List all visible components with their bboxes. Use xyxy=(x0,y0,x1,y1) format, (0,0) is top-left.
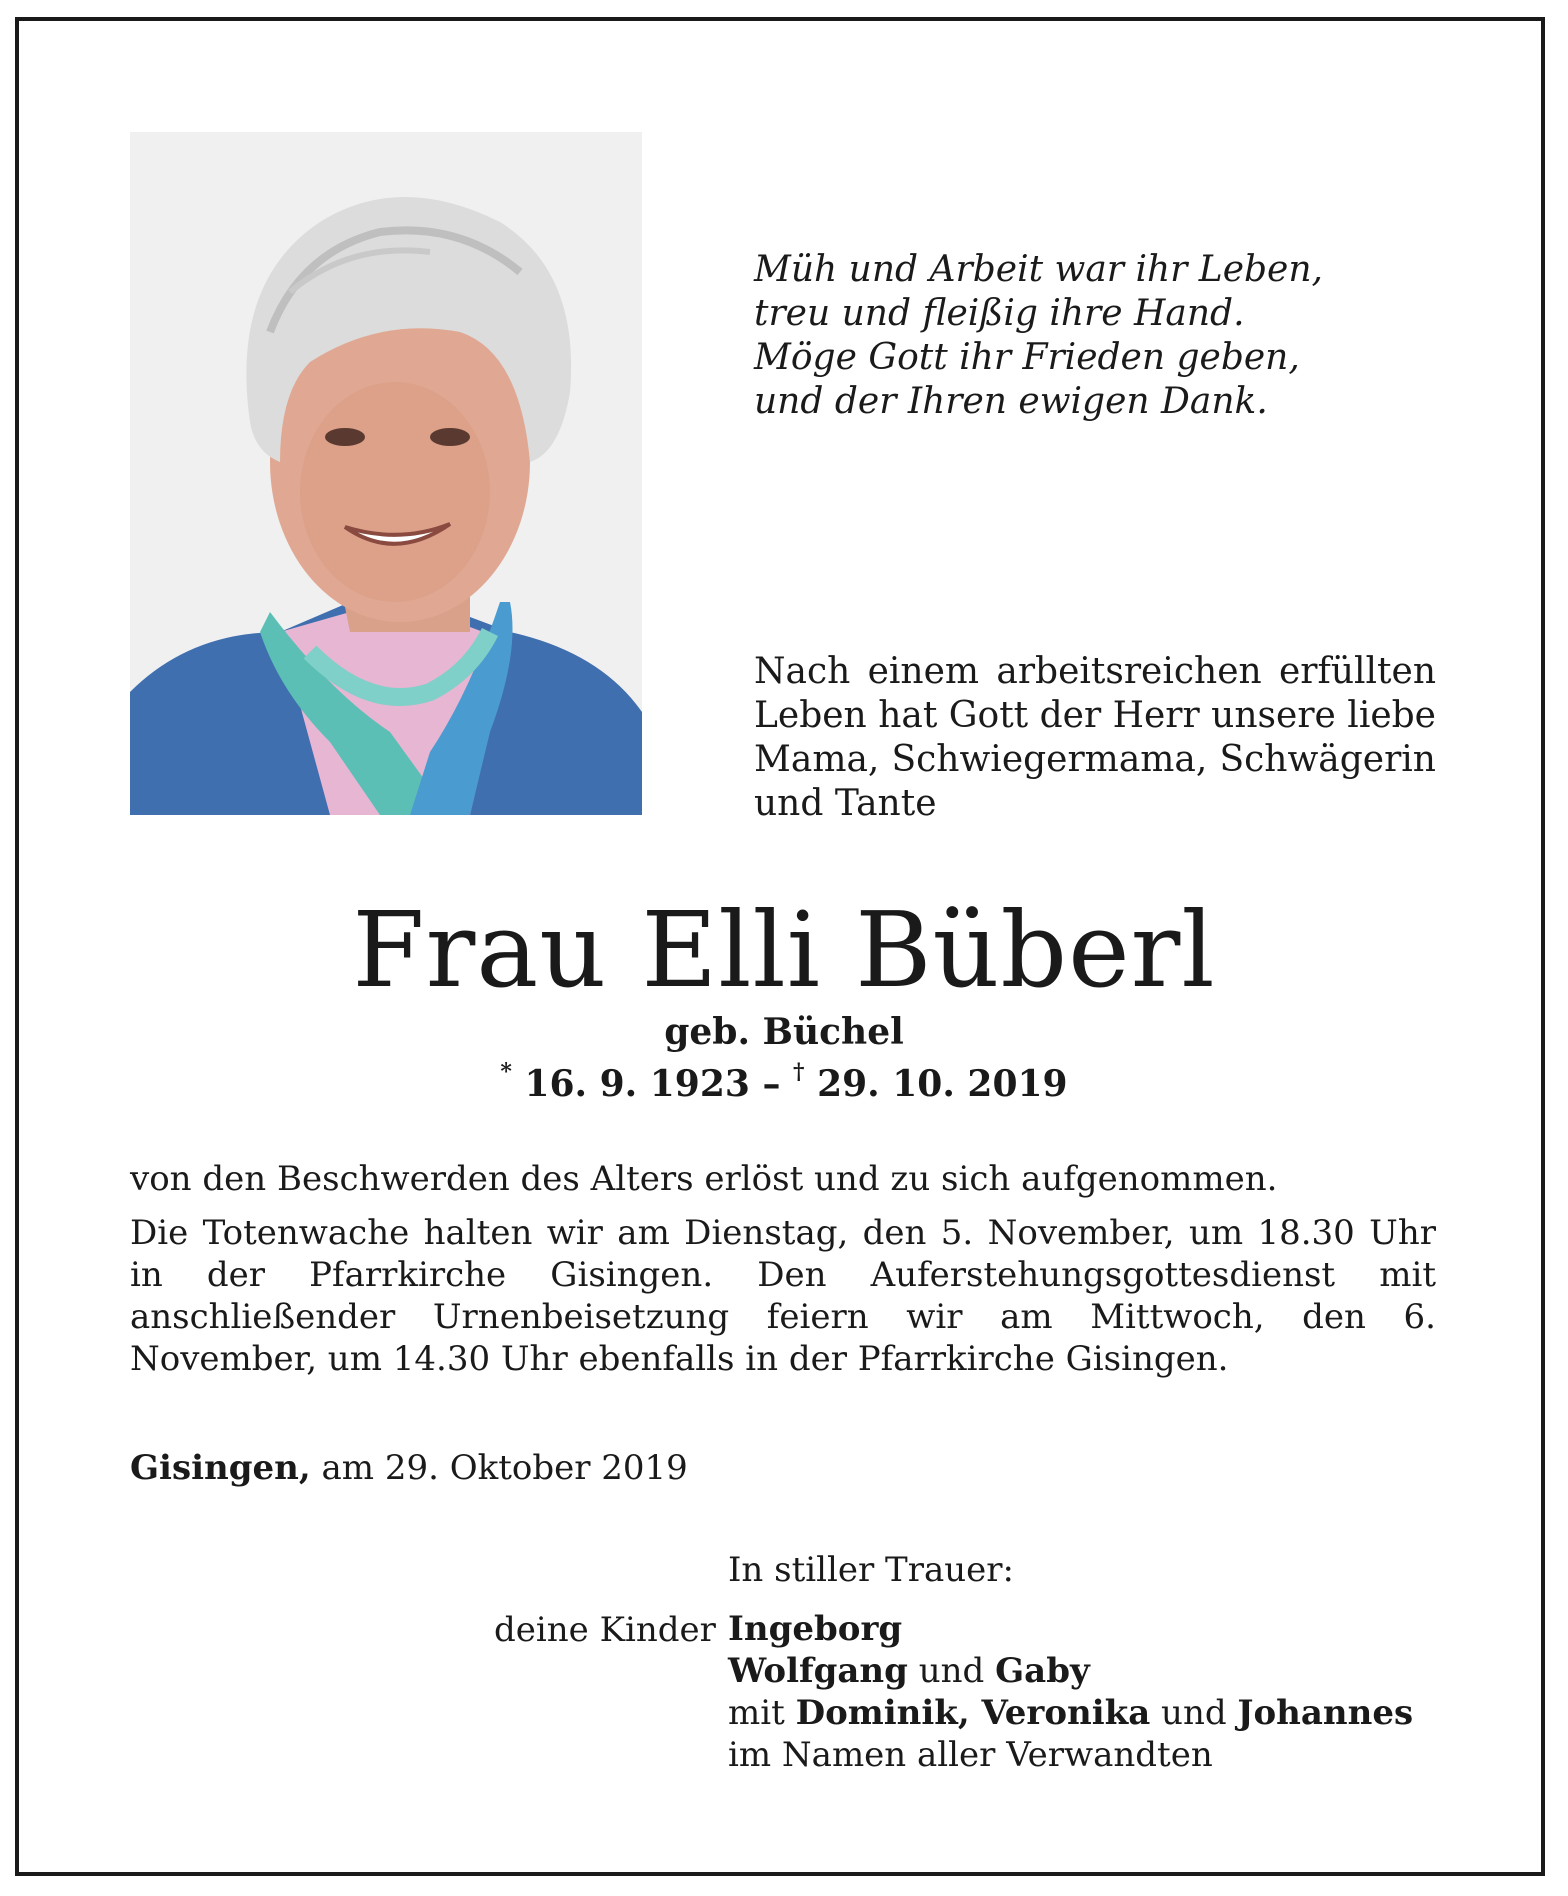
birth-symbol: * xyxy=(500,1059,512,1085)
verse-line: Müh und Arbeit war ihr Leben, xyxy=(754,249,1323,290)
life-dates xyxy=(0,1054,1568,1106)
place-town: Gisingen, xyxy=(130,1448,311,1488)
birth-name: geb. Büchel xyxy=(664,1011,904,1053)
mourner-name: Johannes xyxy=(1237,1693,1414,1733)
mourner-prefix: mit xyxy=(728,1693,785,1733)
mourner-name: Wolfgang xyxy=(728,1651,908,1691)
funeral-details: Die Totenwache halten wir am Dienstag, den 5. November, um 18.30 Uhr in der Pfarrkirche Gisingen. Den Auferstehungsgottesdienst mit anschließender Urnenbeisetzung feiern wir am Mittwoch, den 6. November, um 14.30 Uhr ebenfalls in der Pfarrkirche Gisingen. xyxy=(130,1213,1436,1379)
mourners-label: deine Kinder xyxy=(494,1610,716,1650)
mourner-names: Dominik, Veronika xyxy=(795,1693,1151,1733)
verse xyxy=(754,248,1323,424)
place-date xyxy=(130,1446,688,1490)
verse-line: Möge Gott ihr Frieden geben, xyxy=(754,337,1300,378)
portrait-photo xyxy=(130,132,642,815)
date-separator: – xyxy=(762,1063,781,1105)
place-date-text: am 29. Oktober 2019 xyxy=(321,1448,688,1488)
death-date: 29. 10. 2019 xyxy=(817,1063,1068,1105)
mourner-line: im Namen aller Verwandten xyxy=(728,1735,1213,1775)
mourners-heading: In stiller Trauer: xyxy=(728,1550,1014,1590)
mourner-name: Gaby xyxy=(995,1651,1090,1691)
mourner-line xyxy=(728,1692,1413,1734)
mourner-conj: und xyxy=(1161,1693,1227,1733)
mourner-name: Ingeborg xyxy=(728,1609,903,1649)
deceased-name: Frau Elli Büberl xyxy=(352,889,1216,1011)
death-symbol: † xyxy=(793,1059,805,1085)
verse-line: treu und fleißig ihre Hand. xyxy=(754,293,1245,334)
mourner-conj: und xyxy=(918,1651,985,1691)
mourner-line xyxy=(728,1650,1413,1692)
mourner-line xyxy=(728,1608,1413,1650)
verse-line: und der Ihren ewigen Dank. xyxy=(754,381,1268,422)
body-line: von den Beschwerden des Alters erlöst und zu sich aufgenommen. xyxy=(130,1159,1278,1199)
birth-date: 16. 9. 1923 xyxy=(524,1063,750,1105)
intro-text: Nach einem arbeitsreichen erfüllten Leben hat Gott der Herr unsere liebe Mama, Schwiegermama, Schwägerin und Tante xyxy=(754,651,1436,824)
mourners-list xyxy=(728,1608,1413,1776)
